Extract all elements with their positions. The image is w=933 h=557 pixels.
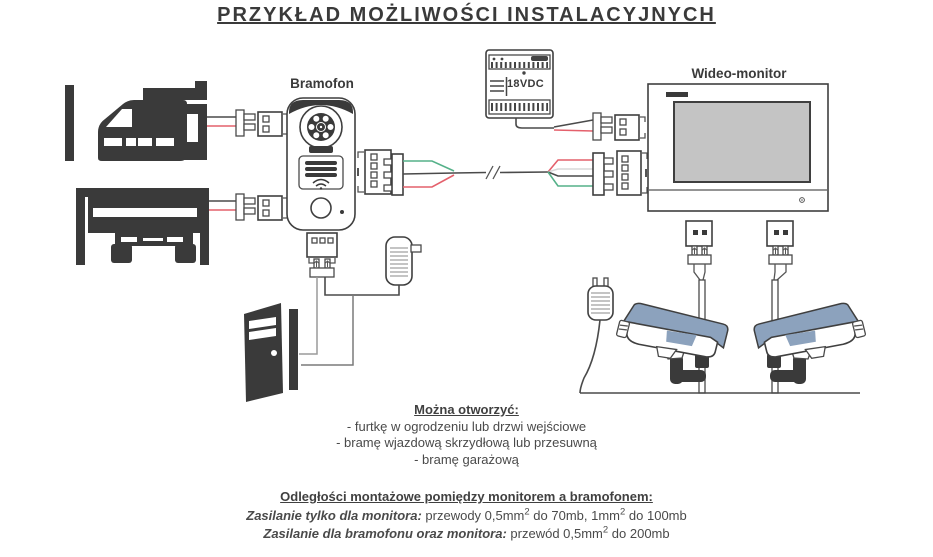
lock-power-adapter xyxy=(386,237,421,285)
cctv-camera-left xyxy=(614,300,729,384)
three-pin-plug xyxy=(310,259,334,277)
psu-terminal-top xyxy=(489,55,550,69)
four-pin-plug-bramofon xyxy=(384,154,403,195)
adapter-cord xyxy=(580,320,600,393)
monitor-brand-logo xyxy=(666,92,688,97)
entrance-door-icon xyxy=(244,303,298,402)
two-pin-plug-gate2 xyxy=(236,194,255,220)
door-frame xyxy=(289,309,298,390)
psu-cord xyxy=(516,118,554,128)
can-open-heading: Można otworzyć: xyxy=(414,402,519,417)
video-monitor-device xyxy=(648,84,828,211)
two-pin-plug-psu xyxy=(593,113,612,140)
bramofon-mic-dot xyxy=(340,210,344,214)
camera-socket-left xyxy=(686,221,712,246)
distances-line-2-lead: Zasilanie dla bramofonu oraz monitora: xyxy=(263,526,507,541)
camera-plug-left xyxy=(688,246,711,264)
distances-line-1-lead: Zasilanie tylko dla monitora: xyxy=(246,507,422,523)
sliding-gate-car-icon xyxy=(98,81,207,161)
page-title: PRZYKŁAD MOŻLIWOŚCI INSTALACYJNYCH xyxy=(217,4,716,26)
psu-voltage-label: 18VDC xyxy=(507,78,544,90)
distances-section xyxy=(0,488,933,544)
distances-line-1: Zasilanie tylko dla monitora: przewody $0,5mm^2$ do 70mb, $1mm^2$ do 100mb xyxy=(246,506,687,523)
two-pin-plug-gate1 xyxy=(236,110,255,136)
can-open-item-1: - furtkę w ogrodzeniu lub drzwi wejściowe xyxy=(346,418,587,434)
two-pin-socket-gate1 xyxy=(258,112,288,136)
camera-plug-right xyxy=(769,246,792,264)
garage-gate-car-icon xyxy=(76,188,209,265)
can-open-section xyxy=(0,402,933,468)
camera-socket-right xyxy=(767,221,793,246)
bramofon-label: Bramofon xyxy=(290,76,354,91)
can-open-item-2: - bramę wjazdową skrzydłową lub przesuwną xyxy=(336,435,597,450)
wideo-monitor-label: Wideo-monitor xyxy=(691,66,787,81)
wire-camera-left-b xyxy=(703,264,705,280)
cable-break-icon xyxy=(486,166,500,179)
wire-camera-left-a xyxy=(694,264,700,280)
main-cable xyxy=(403,160,593,187)
bramofon-call-button xyxy=(311,198,331,218)
can-open-item-3: - bramę garażową xyxy=(414,451,519,467)
cctv-camera-right xyxy=(753,300,868,384)
psu-led-dot xyxy=(522,71,525,74)
wire-psu-red xyxy=(554,130,593,131)
three-pin-socket xyxy=(307,233,337,263)
wire-camera-right-b xyxy=(777,264,786,280)
wire-psu-dark xyxy=(554,120,593,127)
four-pin-socket-monitor xyxy=(617,151,647,195)
monitor-screen xyxy=(674,102,810,182)
bramofon-brand-logo xyxy=(309,146,333,153)
wire-camera-right-a xyxy=(774,264,775,280)
distances-heading: Odległości montażowe pomiędzy monitorem a bramofonem: xyxy=(280,489,653,504)
distances-line-2: Zasilanie dla bramofonu oraz monitora: przewód $0,5mm^2$ do 200mb xyxy=(263,524,670,541)
gate-post-icon xyxy=(65,85,74,161)
two-pin-socket-psu xyxy=(615,115,645,140)
wire-door-release-a xyxy=(299,277,317,354)
psu-terminal-bottom xyxy=(489,100,550,114)
four-pin-plug-monitor xyxy=(593,153,613,195)
bramofon-camera-icon xyxy=(300,106,342,148)
two-pin-socket-gate2 xyxy=(258,196,288,220)
bramofon-device xyxy=(287,98,355,230)
camera-power-adapter xyxy=(580,278,613,393)
